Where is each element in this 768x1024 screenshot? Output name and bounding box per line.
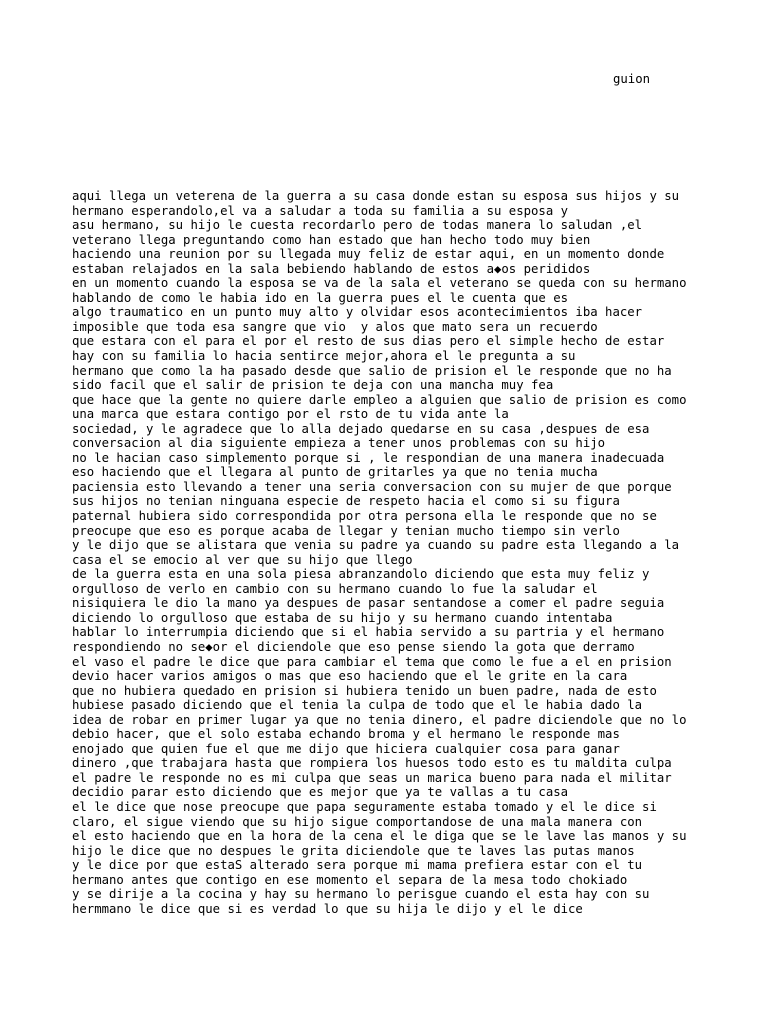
text-line: preocupe que eso es porque acaba de llegar y tenian mucho tiempo sin verlo bbox=[72, 523, 620, 538]
text-line: asu hermano, su hijo le cuesta recordarlo pero de todas manera lo saludan ,el bbox=[72, 218, 643, 233]
text-line: sociedad, y le agradece que lo alla dejado quedarse en su casa ,despues de esa bbox=[72, 421, 650, 436]
text-line: debio hacer, que el solo estaba echando broma y el hermano le responde mas bbox=[72, 727, 620, 742]
text-line: una marca que estara contigo por el rsto de tu vida ante la bbox=[72, 407, 509, 422]
text-line: el le dice que nose preocupe que papa seguramente estaba tomado y el le dice si bbox=[72, 799, 657, 814]
text-line: y le dijo que se alistara que venia su padre ya cuando su padre esta llegando a la bbox=[72, 538, 680, 553]
text-line: paciensia esto llevando a tener una seria conversacion con su mujer de que porque bbox=[72, 479, 672, 494]
text-line: paternal hubiera sido correspondida por otra persona ella le responde que no se bbox=[72, 509, 657, 524]
text-line: diciendo lo orgulloso que estaba de su hijo y su hermano cuando intentaba bbox=[72, 610, 613, 625]
text-line: eso haciendo que el llegara al punto de gritarles ya que no tenia mucha bbox=[72, 465, 598, 480]
text-line: hay con su familia lo hacia sentirce mejor,ahora el le pregunta a su bbox=[72, 349, 576, 364]
text-line: orgulloso de verlo en cambio con su hermano cuando lo fue la saludar el bbox=[72, 581, 598, 596]
text-line: hermano esperandolo,el va a saludar a toda su familia a su esposa y bbox=[72, 203, 569, 218]
text-line: y se dirije a la cocina y hay su hermano lo perisgue cuando el esta hay con su bbox=[72, 887, 650, 902]
text-line: el esto haciendo que en la hora de la cena el le diga que se le lave las manos y su bbox=[72, 829, 687, 844]
document-title: guion bbox=[613, 72, 651, 86]
text-line: decidio parar esto diciendo que es mejor que ya te vallas a tu casa bbox=[72, 785, 569, 800]
text-line: devio hacer varios amigos o mas que eso haciendo que el le grite en la cara bbox=[72, 669, 628, 684]
text-line: de la guerra esta en una sola piesa abranzandolo diciendo que esta muy feliz y bbox=[72, 567, 650, 582]
text-line: estaban relajados en la sala bebiendo hablando de estos a◆os perididos bbox=[72, 261, 591, 276]
text-line: idea de robar en primer lugar ya que no tenia dinero, el padre diciendole que no lo bbox=[72, 712, 687, 727]
text-line: algo traumatico en un punto muy alto y olvidar esos acontecimientos iba hacer bbox=[72, 305, 643, 320]
text-line: casa el se emocio al ver que su hijo que llego bbox=[72, 552, 413, 567]
text-line: respondiendo no se◆or el diciendole que eso pense siendo la gota que derramo bbox=[72, 639, 635, 654]
text-line: no le hacian caso simplemento porque si , le respondian de una manera inadecuada bbox=[72, 450, 665, 465]
text-line: y le dice por que estaS alterado sera porque mi mama prefiera estar con el tu bbox=[72, 858, 643, 873]
text-line: que estara con el para el por el resto de sus dias pero el simple hecho de estar bbox=[72, 334, 665, 349]
text-line: que hace que la gente no quiere darle empleo a alguien que salio de prision es como bbox=[72, 392, 687, 407]
text-line: el padre le responde no es mi culpa que seas un marica bueno para nada el militar bbox=[72, 770, 672, 785]
text-line: nisiquiera le dio la mano ya despues de pasar sentandose a comer el padre seguia bbox=[72, 596, 665, 611]
text-line: hablar lo interrumpia diciendo que si el habia servido a su partria y el hermano bbox=[72, 625, 665, 640]
text-line: hermano antes que contigo en ese momento el separa de la mesa todo chokiado bbox=[72, 872, 628, 887]
text-line: hablando de como le habia ido en la guerra pues el le cuenta que es bbox=[72, 290, 569, 305]
text-line: dinero ,que trabajara hasta que rompiera los huesos todo esto es tu maldita culpa bbox=[72, 756, 672, 771]
text-line: hermmano le dice que si es verdad lo que su hija le dijo y el le dice bbox=[72, 901, 583, 916]
text-line: conversacion al dia siguiente empieza a tener unos problemas con su hijo bbox=[72, 436, 606, 451]
text-line: aqui llega un veterena de la guerra a su casa donde estan su esposa sus hijos y su bbox=[72, 189, 680, 203]
text-line: en un momento cuando la esposa se va de la sala el veterano se queda con su hermano bbox=[72, 276, 687, 291]
text-line: hermano que como la ha pasado desde que salio de prision el le responde que no ha bbox=[72, 363, 672, 378]
text-line: sus hijos no tenian ninguana especie de respeto hacia el como si su figura bbox=[72, 494, 620, 509]
text-line: que no hubiera quedado en prision si hubiera tenido un buen padre, nada de esto bbox=[72, 683, 657, 698]
text-line: veterano llega preguntando como han estado que han hecho todo muy bien bbox=[72, 232, 591, 247]
text-line: claro, el sigue viendo que su hijo sigue comportandose de una mala manera con bbox=[72, 814, 643, 829]
text-line: sido facil que el salir de prision te deja con una mancha muy fea bbox=[72, 378, 554, 393]
document-body bbox=[72, 189, 762, 916]
text-line: haciendo una reunion por su llegada muy feliz de estar aqui, en un momento donde bbox=[72, 247, 665, 262]
text-line: enojado que quien fue el que me dijo que hiciera cualquier cosa para ganar bbox=[72, 741, 620, 756]
text-line: el vaso el padre le dice que para cambiar el tema que como le fue a el en prision bbox=[72, 654, 672, 669]
text-line: hijo le dice que no despues le grita diciendole que te laves las putas manos bbox=[72, 843, 635, 858]
text-line: imposible que toda esa sangre que vio y alos que mato sera un recuerdo bbox=[72, 319, 598, 334]
text-line: hubiese pasado diciendo que el tenia la culpa de todo que el le habia dado la bbox=[72, 698, 643, 713]
